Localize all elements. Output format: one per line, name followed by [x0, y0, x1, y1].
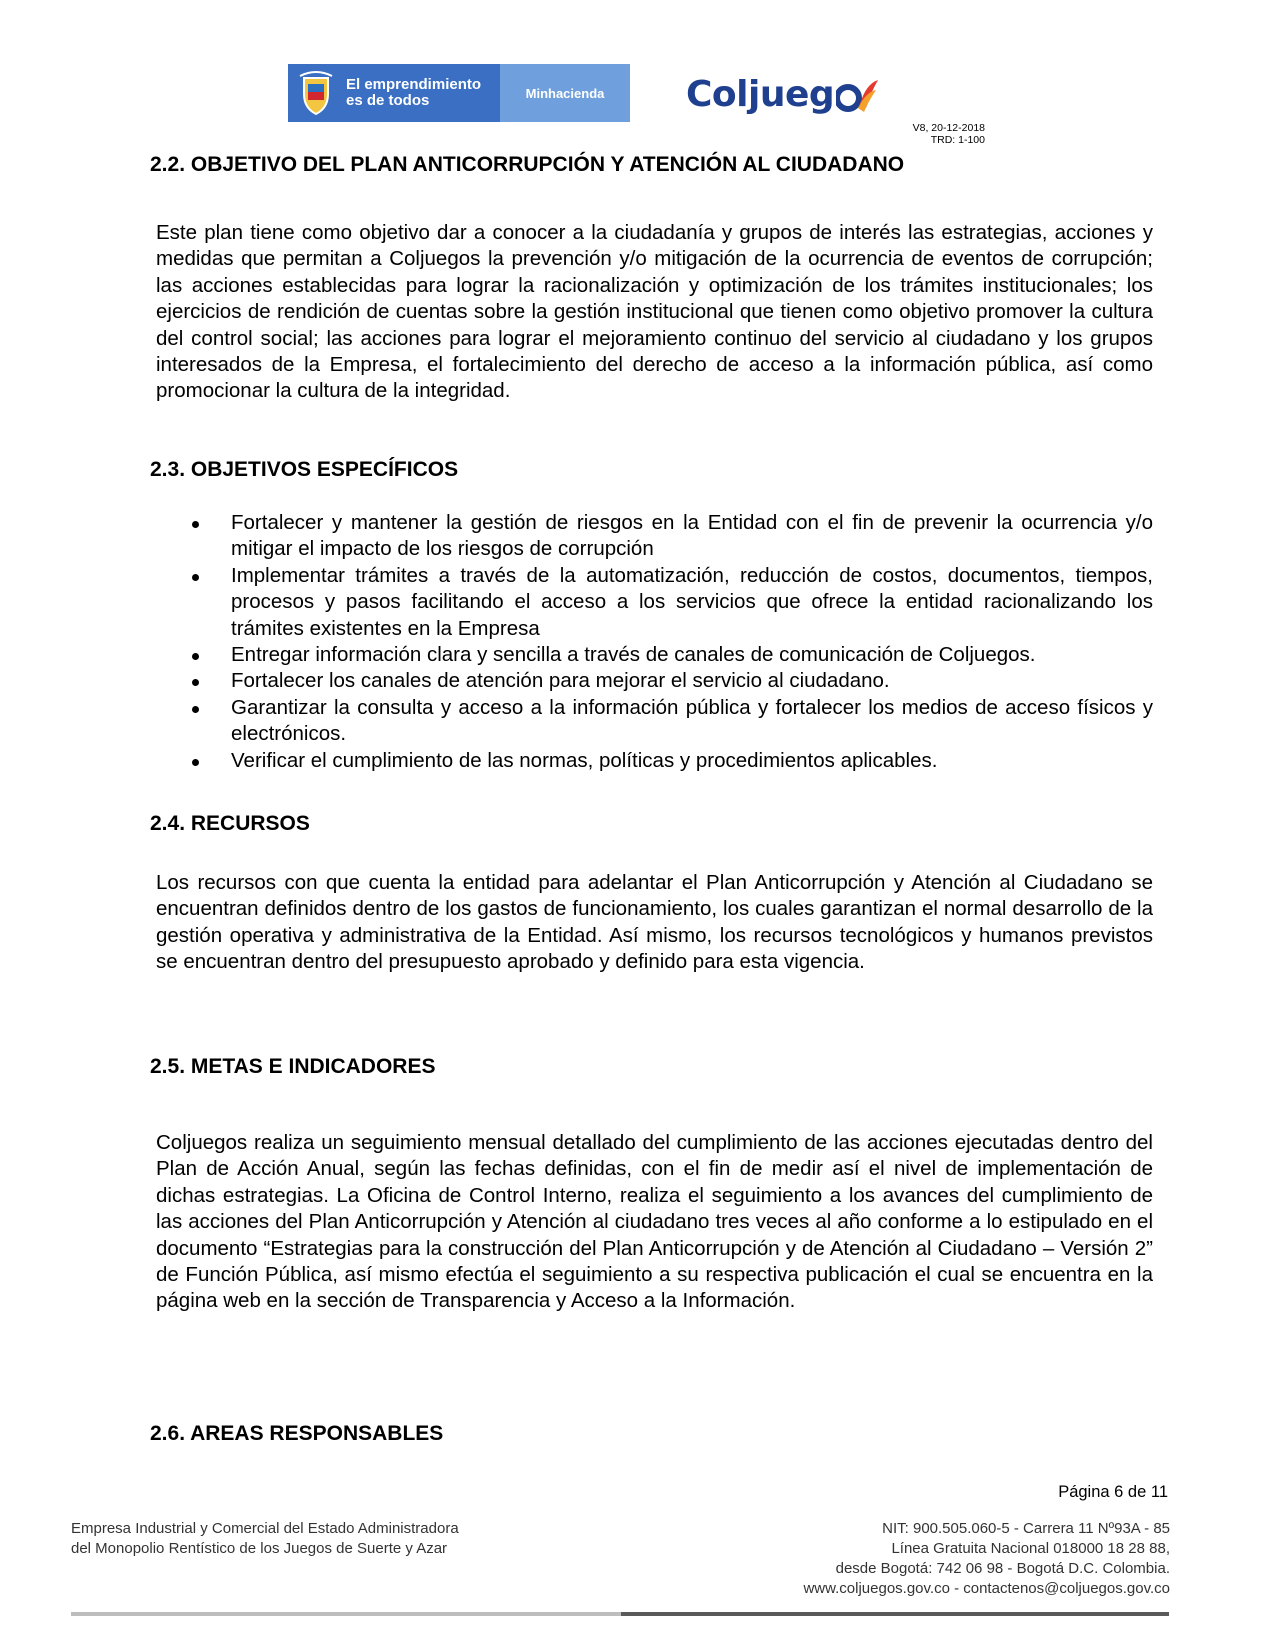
section-2-3-title: 2.3. OBJETIVOS ESPECÍFICOS: [150, 458, 459, 481]
section-2-6-title: 2.6. AREAS RESPONSABLES: [150, 1422, 444, 1445]
bullet-icon: [192, 653, 199, 660]
list-item: [156, 748, 1153, 774]
footer-nit-address: NIT: 900.505.060-5 - Carrera 11 Nº93A - 85: [882, 1520, 1170, 1537]
section-2-2-text: Este plan tiene como objetivo dar a conocer a la ciudadanía y grupos de interés las estrategias, acciones y medidas que permitan a Coljuegos la prevención y/o mitigación de la ocurrencia de eventos de corrupción; las acciones establecidas para lograr la racionalización y optimización de los trámites institucionales; los ejercicios de rendición de cuentas sobre la gestión institucional que tienen como objetivo promover la cultura del control social; las acciones para lograr el mejoramiento continuo del servicio al ciudadano y los grupos interesados de la Empresa, el fortalecimiento del derecho de acceso a la información pública, así como promocionar la cultura de la integridad.: [156, 221, 1153, 403]
list-item: [156, 695, 1153, 748]
footer-divider-dark: [621, 1612, 1169, 1616]
bullet-icon: [192, 706, 199, 713]
list-item-text: Implementar trámites a través de la automatización, reducción de costos, documentos, tiempos, procesos y pasos facilitando el acceso a los servicios que ofrece la entidad racionalizando los trámites existentes en la Empresa: [231, 563, 1153, 640]
brand-name: Coljueg: [686, 73, 835, 115]
ministry-badge: [500, 64, 630, 122]
list-item-text: Verificar el cumplimiento de las normas, políticas y procedimientos aplicables.: [231, 748, 938, 772]
document-version: [913, 122, 985, 146]
government-slogan: [346, 77, 481, 109]
footer-company: [71, 1519, 459, 1559]
section-2-4-title: 2.4. RECURSOS: [150, 812, 310, 835]
footer-bogota-phone: desde Bogotá: 742 06 98 - Bogotá D.C. Colombia.: [835, 1560, 1170, 1577]
trd-code: TRD: 1-100: [930, 134, 985, 146]
coljuegos-logo: [686, 70, 880, 118]
section-2-4-text: Los recursos con que cuenta la entidad para adelantar el Plan Anticorrupción y Atención al Ciudadano se encuentran definidos dentro de los gastos de funcionamiento, los cuales garantizan el normal desarrollo de la gestión operativa y administrativa de la Entidad. Así mismo, los recursos tecnológicos y humanos previstos se encuentran dentro del presupuesto aprobado y definido para esta vigencia.: [156, 871, 1153, 974]
brand-mark-icon: [836, 74, 880, 114]
footer-company-line-2: del Monopolio Rentístico de los Juegos de Suerte y Azar: [71, 1540, 448, 1557]
version-date: V8, 20-12-2018: [912, 122, 985, 134]
section-2-5-text: Coljuegos realiza un seguimiento mensual detallado del cumplimiento de las acciones ejecutadas dentro del Plan de Acción Anual, según las fechas definidas, con el fin de medir así el nivel de implementación de dichas estrategias. La Oficina de Control Interno, realiza el seguimiento a los avances del cumplimiento de las acciones del Plan Anticorrupción y Atención al ciudadano tres veces al año conforme a lo estipulado en el documento “Estrategias para la construcción del Plan Anticorrupción y de Atención al Ciudadano – Versión 2” de Función Pública, así mismo efectúa el seguimiento a su respectiva publicación el cual se encuentra en la página web en la sección de Transparencia y Acceso a la Información.: [156, 1131, 1153, 1313]
list-item-text: Garantizar la consulta y acceso a la información pública y fortalecer los medios de acceso físicos y electrónicos.: [231, 695, 1153, 746]
government-slogan-line-1: El emprendimiento: [346, 76, 482, 93]
government-banner: [288, 64, 630, 122]
footer-divider-light: [71, 1612, 621, 1616]
footer-web-email: www.coljuegos.gov.co - contactenos@coljuegos.gov.co: [803, 1580, 1170, 1597]
bullet-icon: [192, 759, 199, 766]
section-2-5-title: 2.5. METAS E INDICADORES: [150, 1055, 436, 1078]
footer-hotline: Línea Gratuita Nacional 018000 18 28 88,: [891, 1540, 1170, 1557]
bullet-icon: [192, 679, 199, 686]
list-item: [156, 510, 1153, 563]
footer-company-line-1: Empresa Industrial y Comercial del Estado Administradora: [71, 1520, 459, 1537]
section-2-2-title: 2.2. OBJETIVO DEL PLAN ANTICORRUPCIÓN Y ATENCIÓN AL CIUDADANO: [150, 153, 905, 176]
footer-contact: [803, 1519, 1170, 1599]
list-item-text: Entregar información clara y sencilla a través de canales de comunicación de Coljuegos.: [231, 643, 1036, 667]
footer-divider: [71, 1612, 1169, 1616]
list-item: [156, 642, 1153, 668]
bullet-icon: [192, 521, 199, 528]
objectives-list: [156, 510, 1153, 774]
government-slogan-line-2: es de todos: [346, 92, 430, 109]
list-item-text: Fortalecer los canales de atención para mejorar el servicio al ciudadano.: [231, 669, 890, 693]
government-banner-main: [288, 64, 500, 122]
page-number: Página 6 de 11: [1058, 1483, 1168, 1501]
list-item: [156, 668, 1153, 694]
ministry-name: Minhacienda: [525, 85, 605, 101]
coat-of-arms-icon: [294, 68, 338, 118]
bullet-icon: [192, 574, 199, 581]
list-item-text: Fortalecer y mantener la gestión de riesgos en la Entidad con el fin de prevenir la ocurrencia y/o mitigar el impacto de los riesgos de corrupción: [231, 511, 1153, 561]
list-item: [156, 563, 1153, 642]
